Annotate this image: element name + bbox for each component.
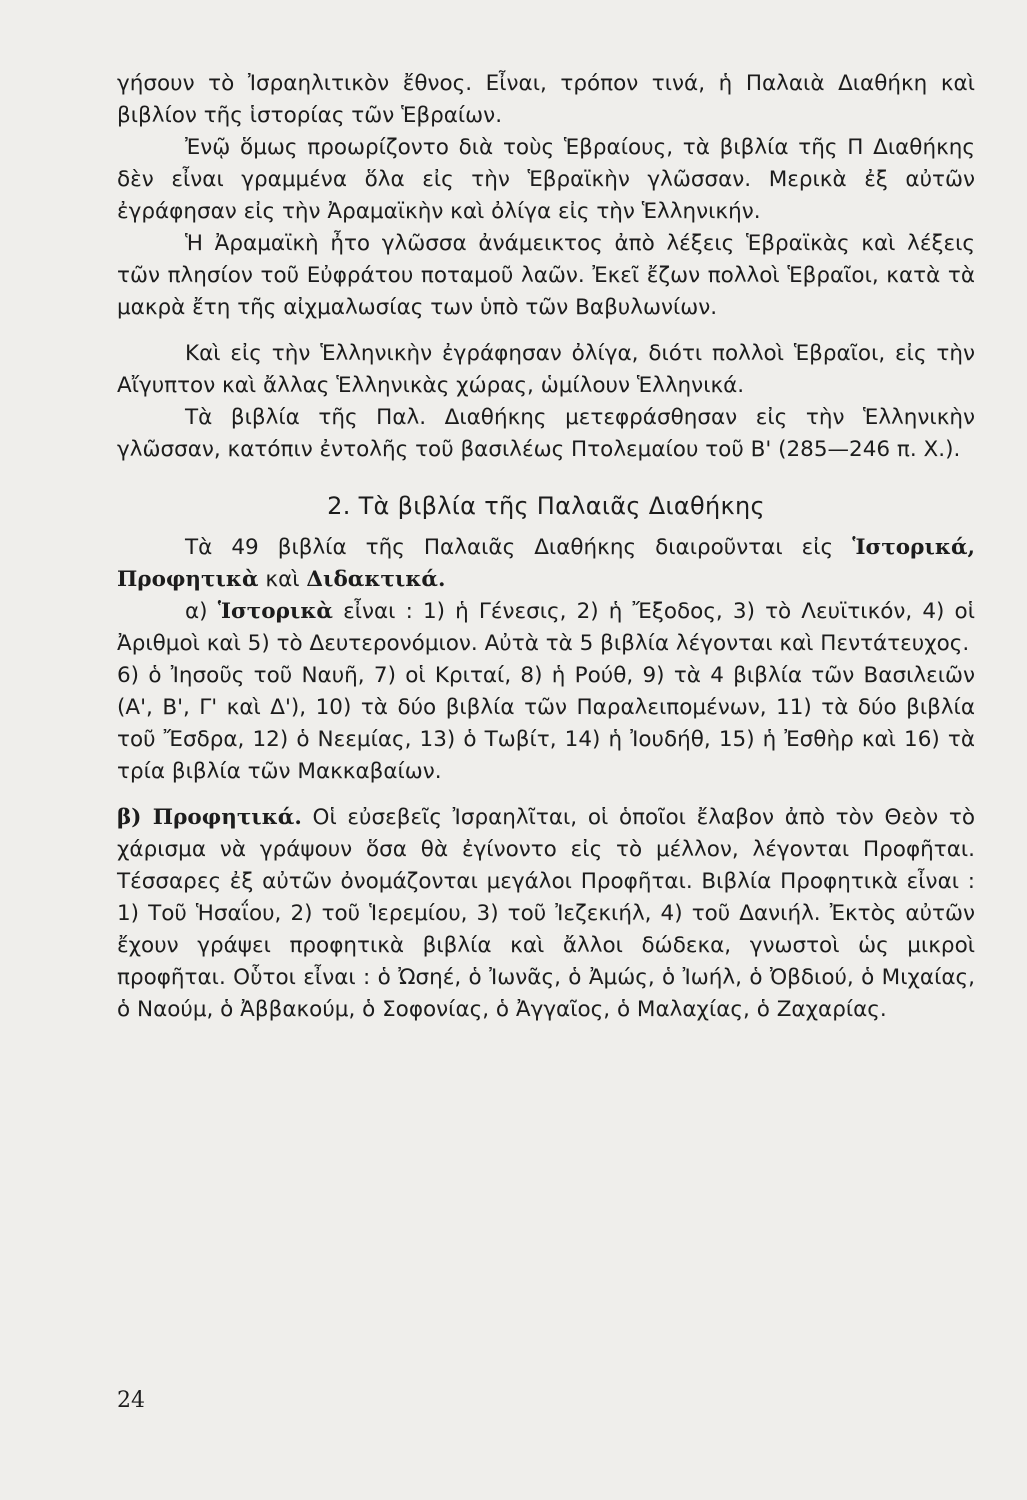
intro-term-didactic: Διδακτικά. (306, 567, 446, 592)
paragraph-continuation: γήσουν τὸ Ἰσραηλιτικὸν ἔθνος. Εἶναι, τρόπον τινά, ἡ Παλαιὰ Διαθήκη καὶ βιβλίον τῆς ἱστορίας τῶν Ἑβραίων. (117, 71, 975, 128)
text-column (117, 68, 975, 1026)
historical-prefix: α) (185, 599, 218, 624)
paragraph-historical-list: 6) ὁ Ἰησοῦς τοῦ Ναυῆ, 7) οἱ Κριταί, 8) ἡ Ρούθ, 9) τὰ 4 βιβλία τῶν Βασιλειῶν (Α', Β', Γ' καὶ Δ'), 10) τὰ δύο βιβλία τῶν Παραλειπομένων, 11) τὰ δύο βιβλία τοῦ Ἔσδρα, 12) ὁ Νεεμίας, 13) ὁ Τωβίτ, 14) ἡ Ἰουδήθ, 15) ἡ Ἐσθὴρ καὶ 16) τὰ τρία βιβλία τῶν Μακκαβαίων. (117, 663, 975, 784)
intro-term-historical-prophetic: Ἱστορικά, Προφητικὰ (117, 535, 975, 592)
paragraph-languages: Ἐνῷ ὅμως προωρίζοντο διὰ τοὺς Ἑβραίους, τὰ βιβλία τῆς Π Διαθήκης δὲν εἶναι γραμμένα ὅλα εἰς τὴν Ἑβραϊκὴν γλῶσσαν. Μερικὰ ἐξ αὐτῶν ἐγράφησαν εἰς τὴν Ἀραμαϊκὴν καὶ ὀλίγα εἰς τὴν Ἑλληνικήν. (117, 135, 975, 224)
paragraph-prophetic (117, 802, 975, 1026)
paragraph-aramaic: Ἡ Ἀραμαϊκὴ ἦτο γλῶσσα ἀνάμεικτος ἀπὸ λέξεις Ἑβραϊκὰς καὶ λέξεις τῶν πλησίον τοῦ Εὐφράτου ποταμοῦ λαῶν. Ἐκεῖ ἔζων πολλοὶ Ἑβραῖοι, κατὰ τὰ μακρὰ ἔτη τῆς αἰχμαλωσίας των ὑπὸ τῶν Βαβυλωνίων. (117, 231, 975, 320)
page-number: 24 (117, 1388, 145, 1413)
paragraph-translation: Τὰ βιβλία τῆς Παλ. Διαθήκης μετεφράσθησαν εἰς τὴν Ἑλληνικὴν γλῶσσαν, κατόπιν ἐντολῆς τοῦ βασιλέως Πτολεμαίου τοῦ Β' (285—246 π. Χ.). (117, 405, 975, 462)
historical-label: Ἱστορικὰ (217, 599, 333, 624)
intro-text: Τὰ 49 βιβλία τῆς Παλαιᾶς Διαθήκης διαιροῦνται εἰς (185, 535, 853, 560)
paragraph-intro (117, 532, 975, 596)
paragraph-historical (117, 596, 975, 660)
paragraph-greek: Καὶ εἰς τὴν Ἑλληνικὴν ἐγράφησαν ὀλίγα, διότι πολλοὶ Ἑβραῖοι, εἰς τὴν Αἴγυπτον καὶ ἄλλας Ἑλληνικὰς χώρας, ὡμίλουν Ἑλληνικά. (117, 341, 975, 398)
prophetic-text: Οἱ εὐσεβεῖς Ἰσραηλῖται, οἱ ὁποῖοι ἔλαβον ἀπὸ τὸν Θεὸν τὸ χάρισμα νὰ γράψουν ὅσα θὰ ἐγίνοντο εἰς τὸ μέλλον, λέγονται Προφῆται. Τέσσαρες ἐξ αὐτῶν ὀνομάζονται μεγάλοι Προφῆται. Βιβλία Προφητικὰ εἶναι : 1) Τοῦ Ἡσαΐου, 2) τοῦ Ἱερεμίου, 3) τοῦ Ἰεζεκιήλ, 4) τοῦ Δανιήλ. Ἐκτὸς αὐτῶν ἔχουν γράψει προφητικὰ βιβλία καὶ ἄλλοι δώδεκα, γνωστοὶ ὡς μικροὶ προφῆται. Οὗτοι εἶναι : ὁ Ὠσηέ, ὁ Ἰωνᾶς, ὁ Ἀμώς, ὁ Ἰωήλ, ὁ Ὀβδιού, ὁ Μιχαίας, ὁ Ναούμ, ὁ Ἀββακούμ, ὁ Σοφονίας, ὁ Ἀγγαῖος, ὁ Μαλαχίας, ὁ Ζαχαρίας. (117, 805, 975, 1022)
historical-text: εἶναι : 1) ἡ Γένεσις, 2) ἡ Ἔξοδος, 3) τὸ Λευϊτικόν, 4) οἱ Ἀριθμοὶ καὶ 5) τὸ Δευτερονόμιον. Αὐτὰ τὰ 5 βιβλία λέγονται καὶ Πεντάτευχος. (117, 599, 975, 656)
intro-mid: καὶ (258, 567, 307, 592)
prophetic-label: β) Προφητικά. (117, 805, 302, 830)
section-heading: 2. Τὰ βιβλία τῆς Παλαιᾶς Διαθήκης (327, 492, 765, 520)
